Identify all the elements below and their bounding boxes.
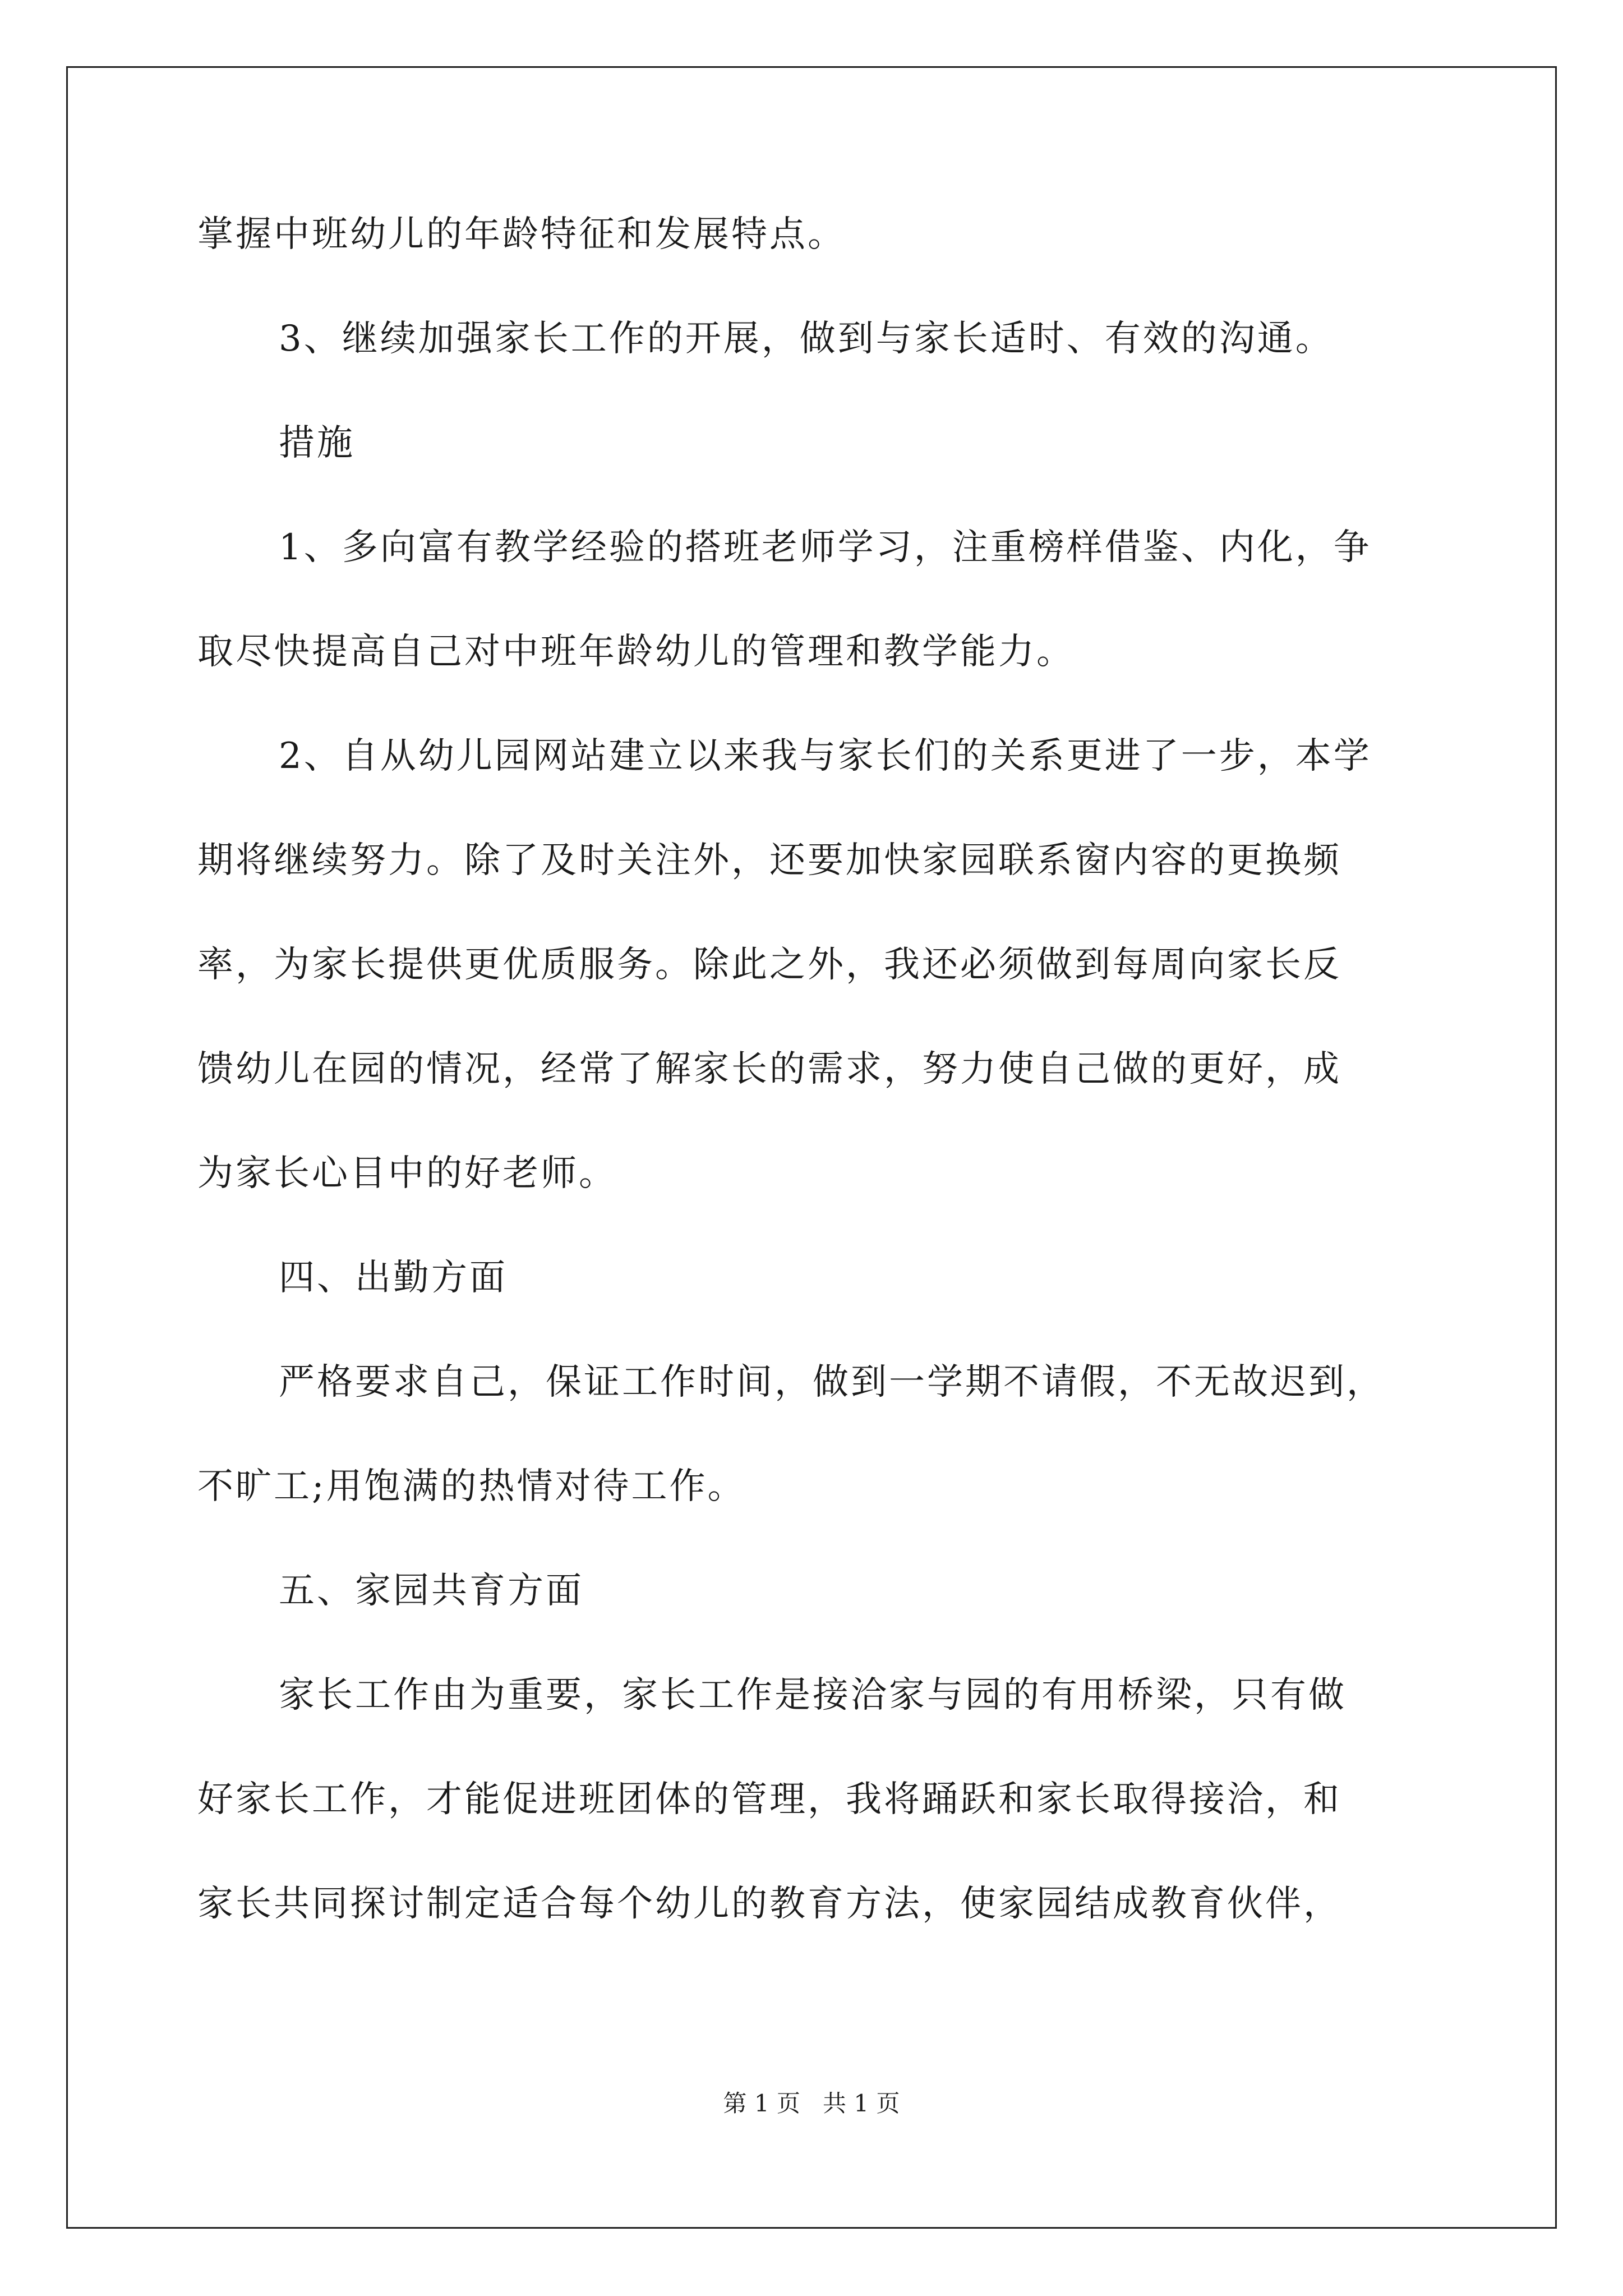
text-line: 3、继续加强家长工作的开展，做到与家长适时、有效的沟通。	[279, 318, 1334, 360]
text-line: 家长工作由为重要，家长工作是接洽家与园的有用桥梁，只有做	[279, 1674, 1347, 1716]
text-line: 取尽快提高自己对中班年龄幼儿的管理和教学能力。	[197, 631, 1075, 673]
text-line: 2、自从幼儿园网站建立以来我与家长们的关系更进了一步，本学	[279, 735, 1372, 777]
text-line: 率，为家长提供更优质服务。除此之外，我还必须做到每周向家长反	[197, 944, 1341, 986]
page-footer: 第 1 页 共 1 页	[723, 2090, 900, 2117]
text-line: 严格要求自己，保证工作时间，做到一学期不请假，不无故迟到，	[279, 1361, 1385, 1403]
text-line: 馈幼儿在园的情况，经常了解家长的需求，努力使自己做的更好，成	[197, 1048, 1341, 1090]
text-line: 1、多向富有教学经验的搭班老师学习，注重榜样借鉴、内化，争	[279, 527, 1372, 568]
text-line: 家长共同探讨制定适合每个幼儿的教育方法，使家园结成教育伙伴，	[197, 1883, 1341, 1925]
text-line: 期将继续努力。除了及时关注外，还要加快家园联系窗内容的更换频	[197, 840, 1341, 881]
section-heading: 措施	[279, 422, 355, 464]
text-line: 为家长心目中的好老师。	[197, 1153, 617, 1194]
text-line: 掌握中班幼儿的年龄特征和发展特点。	[197, 214, 846, 255]
section-heading: 五、家园共育方面	[279, 1570, 584, 1612]
text-line: 不旷工;用饱满的热情对待工作。	[197, 1466, 746, 1507]
text-line: 好家长工作，才能促进班团体的管理，我将踊跃和家长取得接洽，和	[197, 1779, 1341, 1820]
section-heading: 四、出勤方面	[279, 1257, 508, 1299]
